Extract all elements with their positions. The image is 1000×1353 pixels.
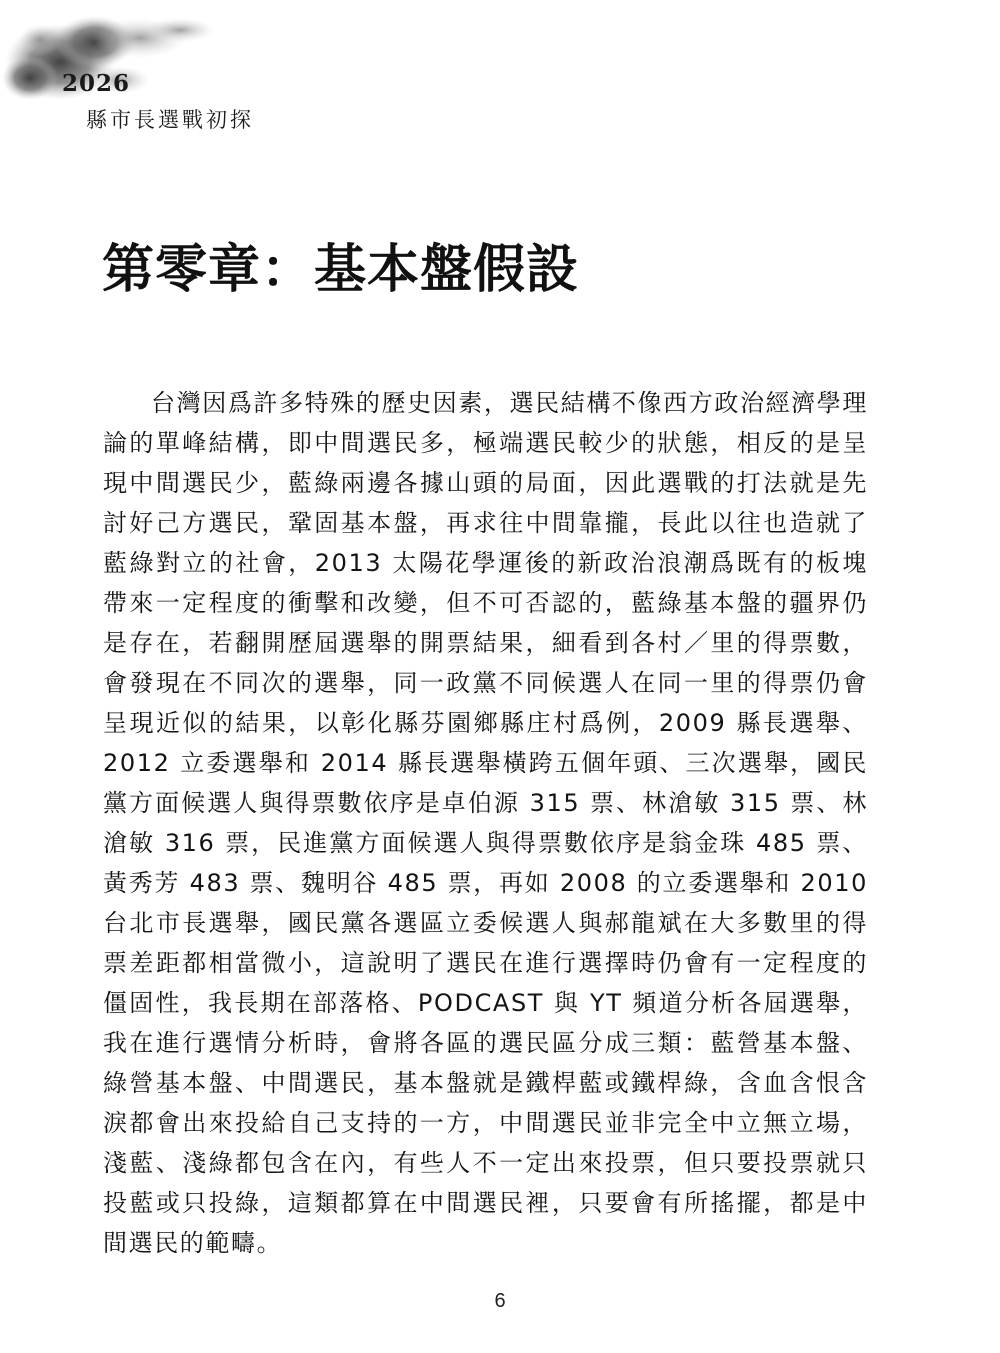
header-book-title: 縣市長選戰初探 bbox=[86, 108, 254, 132]
body-paragraph: 台灣因爲許多特殊的歷史因素，選民結構不像西方政治經濟學理論的單峰結構，即中間選民多，極端選民較少的狀態，相反的是呈現中間選民少，藍綠兩邊各據山頭的局面，因此選戰的打法就是先討好己方選民，鞏固基本盤，再求往中間靠攏，長此以往也造就了藍綠對立的社會，2013 太陽花學運後的新政治浪潮爲既有的板塊帶來一定程度的衝擊和改變，但不可否認的，藍綠基本盤的疆界仍是存在，若翻開歷屆選舉的開票結果，細看到各村／里的得票數，會發現在不同次的選舉，同一政黨不同候選人在同一里的得票仍會呈現近似的結果，以彰化縣芬園鄉縣庄村爲例，2009 縣長選舉、2012 立委選舉和 2014 縣長選舉橫跨五個年頭、三次選舉，國民黨方面候選人與得票數依序是卓伯源 315 票、林滄敏 315 票、林滄敏 316 票，民進黨方面候選人與得票數依序是翁金珠 485 票、黃秀芳 483 票、魏明谷 485 票，再如 2008 的立委選舉和 2010 台北市長選舉，國民黨各選區立委候選人與郝龍斌在大多數里的得票差距都相當微小，這說明了選民在進行選擇時仍會有一定程度的僵固性，我長期在部落格、PODCAST 與 YT 頻道分析各屆選舉，我在進行選情分析時，會將各區的選民區分成三類：藍營基本盤、綠營基本盤、中間選民，基本盤就是鐵桿藍或鐵桿綠，含血含恨含淚都會出來投給自己支持的一方，中間選民並非完全中立無立場，淺藍、淺綠都包含在內，有些人不一定出來投票，但只要投票就只投藍或只投綠，這類都算在中間選民裡，只要會有所搖擺，都是中間選民的範疇。 bbox=[103, 389, 868, 1257]
header-year: 2026 bbox=[62, 70, 131, 97]
chapter-title: 第零章：基本盤假設 bbox=[102, 240, 580, 300]
running-header bbox=[0, 0, 320, 150]
page-number: 6 bbox=[494, 1290, 506, 1312]
